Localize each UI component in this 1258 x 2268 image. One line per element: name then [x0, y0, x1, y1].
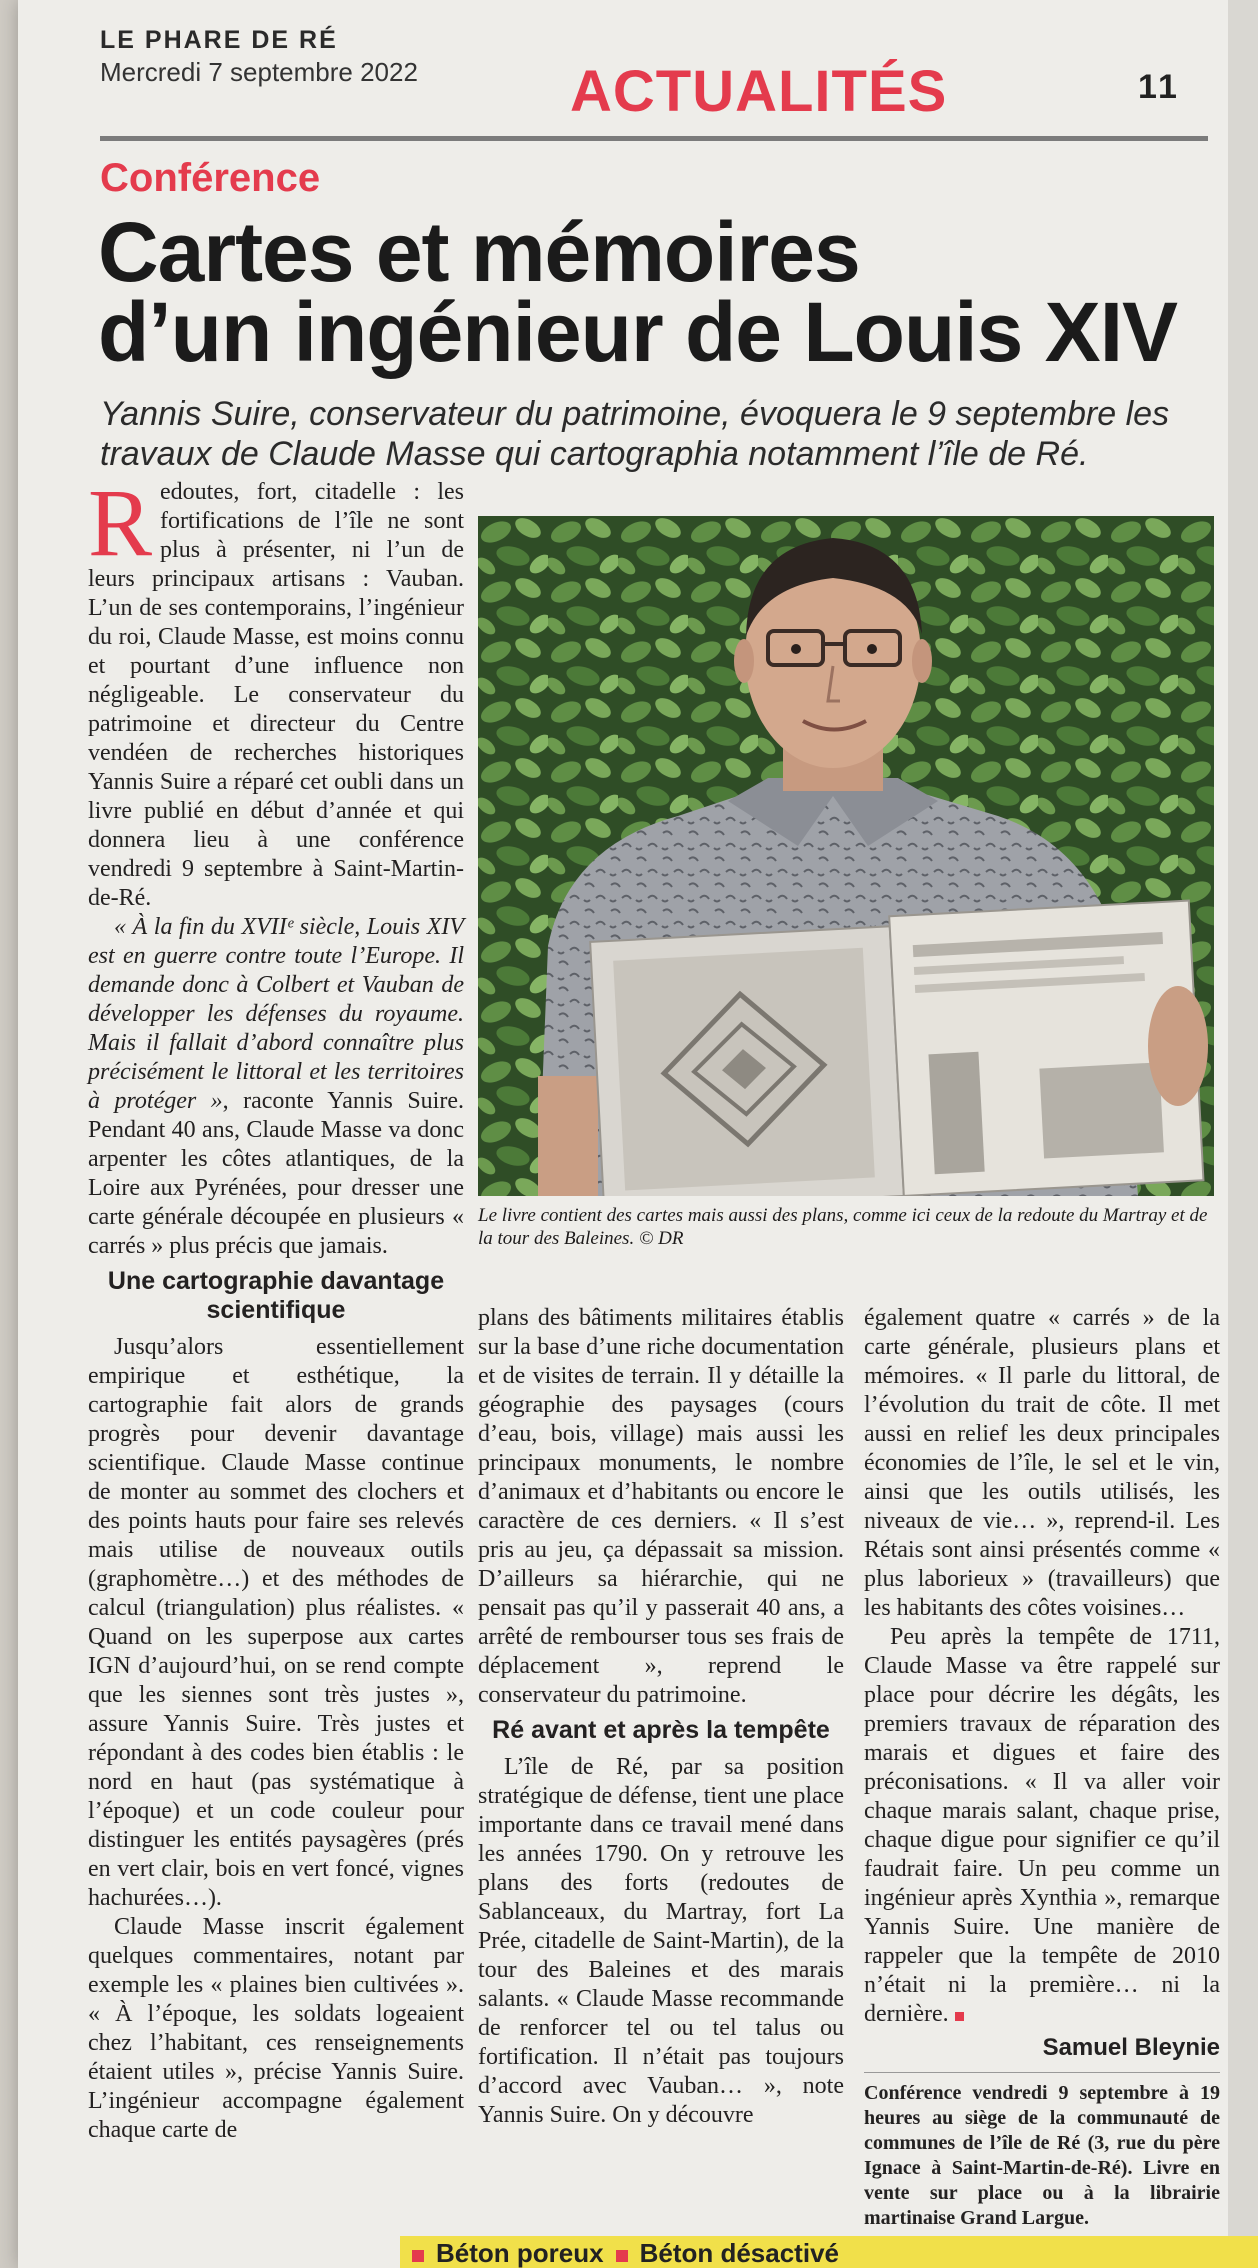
paragraph-quote: [88, 913, 464, 1261]
article-column-1: [88, 469, 464, 2145]
adjacent-page-edge: [1228, 0, 1258, 2268]
paragraph-tempete: [864, 1623, 1220, 2029]
headline-line-2: d’un ingénieur de Louis XIV: [98, 285, 1178, 379]
paper-name: LE PHARE DE RÉ: [100, 26, 338, 54]
paragraph-carres: également quatre « carrés » de la carte générale, plusieurs plans et mémoires. « Il parle du littoral, de l’évolution du trait de côte. Il met aussi en relief les deux principales économies de l’île, le sel et le vin, ainsi que les outils utilisés, les niveaux de vie… », reprend-il. Les Rétais sont ainsi présentés comme « plus laborieux » (travailleurs) que les habitants des côtes voisines…: [864, 1305, 1220, 1621]
article-kicker: Conférence: [100, 156, 321, 200]
paragraph-cartography: Jusqu’alors essentiellement empirique et esthétique, la cartographie fait alors de grands progrès pour devenir davantage scientifique. Claude Masse continue de monter au sommet des clochers et des points hauts pour faire ses relevés mais utilise de nouveaux outils (graphomètre…) et des méthodes de calcul (triangulation) plus réalistes. « Quand on les superpose aux cartes IGN d’aujourd’hui, on se rend compte que les siennes sont très justes », assure Yannis Suire. Très justes et répondant à des codes bien établis : le nord en haut (pas systématique à l’époque) et un code couleur pour distinguer les entités paysagères (prés en vert clair, bois en vert foncé, vignes hachurées…).: [88, 1334, 464, 1911]
paragraph-plans: plans des bâtiments militaires établis sur la base d’une riche documentation et de visites de terrain. Il y détaille la géographie des paysages (cours d’eau, bois, village) mais aussi les principaux monuments, le nombre d’animaux et d’habitants ou encore le caractère de ces derniers. « Il s’est pris au jeu, ça dépassait sa mission. D’ailleurs sa hiérarchie, qui ne pensait pas qu’il y passerait 40 ans, a arrêté de rembourser tous ses frais de déplacement », reprend le conservateur du patrimoine.: [478, 1305, 844, 1708]
subhead-storm: Ré avant et après la tempête: [492, 1716, 830, 1744]
end-mark-icon: [955, 2012, 964, 2021]
page-number: 11: [1138, 68, 1180, 106]
bullet-icon: [616, 2250, 628, 2262]
newspaper-page: [18, 0, 1228, 2268]
article-headline: [98, 205, 1198, 379]
quote-attribution: , raconte Yannis Suire. Pendant 40 ans, Claude Masse va donc arpenter les côtes atlantiques, de la Loire aux Pyrénées, pour dresser une carte générale découpée en plusieurs « carrés » plus précis que jamais.: [88, 1088, 464, 1259]
issue-date: Mercredi 7 septembre 2022: [100, 57, 418, 87]
drop-cap: R: [88, 469, 153, 576]
author-byline: Samuel Bleynie: [1042, 2034, 1220, 2061]
article-standfirst: Yannis Suire, conservateur du patrimoine, évoquera le 9 septembre les travaux de Claude Masse qui cartographia notamment l’île de Ré.: [100, 395, 1170, 473]
paragraph-ile-de-re: L’île de Ré, par sa position stratégique de défense, tient une place importante dans ce travail mené dans les années 1790. On y retrouve les plans des forts (redoutes de Sablanceaux, du Martray, fort La Prée, citadelle de Saint-Martin), de la tour des Baleines et des marais salants. « Claude Masse recommande de renforcer tel ou tel talus ou fortification. Il n’était pas toujours d’accord avec Vauban… », note Yannis Suire. On y découvre: [478, 1754, 844, 2128]
masthead: [100, 26, 418, 88]
paragraph-intro-text: edoutes, fort, citadelle : les fortifications de l’île ne sont plus à présenter, ni l’un de leurs principaux artisans : Vauban. L’un de ses contemporains, l’ingénieur du roi, Claude Masse, est moins connu et pourtant d’une influence non négligeable. Le conservateur du patrimoine et directeur du Centre vendéen de recherches historiques Yannis Suire a réparé cet oubli dans un livre publié en début d’année et qui donnera lieu à une conférence vendredi 9 septembre à Saint-Martin-de-Ré.: [88, 479, 464, 911]
section-title: ACTUALITÉS: [570, 59, 948, 124]
ad-item-2: Béton désactivé: [639, 2238, 839, 2268]
photo-caption: Le livre contient des cartes mais aussi des plans, comme ici ceux de la redoute du Martray et de la tour des Baleines. © DR: [478, 1205, 1208, 1249]
article-photo: [478, 516, 1214, 1196]
paragraph-tempete-text: Peu après la tempête de 1711, Claude Masse va être rappelé sur place pour décrire les dégâts, les premiers travaux de réparation des marais et digues et faire des préconisations. « Il va aller voir chaque marais salant, chaque prise, chaque digue pour signifier ce qu’il faudrait faire. Un peu comme un ingénieur après Xynthia », remarque Yannis Suire. Une manière de rappeler que la tempête de 2010 n’était ni la première… ni la dernière.: [864, 1624, 1220, 2027]
quote-text: « À la fin du XVIIᵉ siècle, Louis XIV est en guerre contre toute l’Europe. Il demande donc à Colbert et Vauban de développer les défenses du royaume. Mais il fallait d’abord connaître plus précisément le littoral et les territoires à protéger »: [88, 914, 464, 1114]
subhead-cartography: Une cartographie davantage scientifique: [107, 1267, 445, 1324]
bullet-icon: [412, 2250, 424, 2262]
bottom-advertisement: [400, 2236, 1258, 2268]
event-info-box: Conférence vendredi 9 septembre à 19 heures au siège de la communauté de communes de l’île de Ré (3, rue du père Ignace à Saint-Martin-de-Ré). Livre en vente sur place ou à la librairie martinaise Grand Largue.: [864, 2072, 1220, 2231]
header-rule: [100, 136, 1208, 141]
paragraph-comments: Claude Masse inscrit également quelques commentaires, notant par exemple les « plaines bien cultivées ». « À l’époque, les soldats logeaient chez l’habitant, ces renseignements étaient utiles », précise Yannis Suire. L’ingénieur accompagne également chaque carte de: [88, 1914, 464, 2143]
ad-item-1: Béton poreux: [436, 2238, 604, 2268]
headline-line-1: Cartes et mémoires: [98, 205, 860, 299]
portrait-illustration: [478, 516, 1214, 1196]
article-column-3: [864, 1304, 1220, 2231]
article-column-2: [478, 1304, 844, 2130]
paragraph-intro: [88, 469, 464, 913]
